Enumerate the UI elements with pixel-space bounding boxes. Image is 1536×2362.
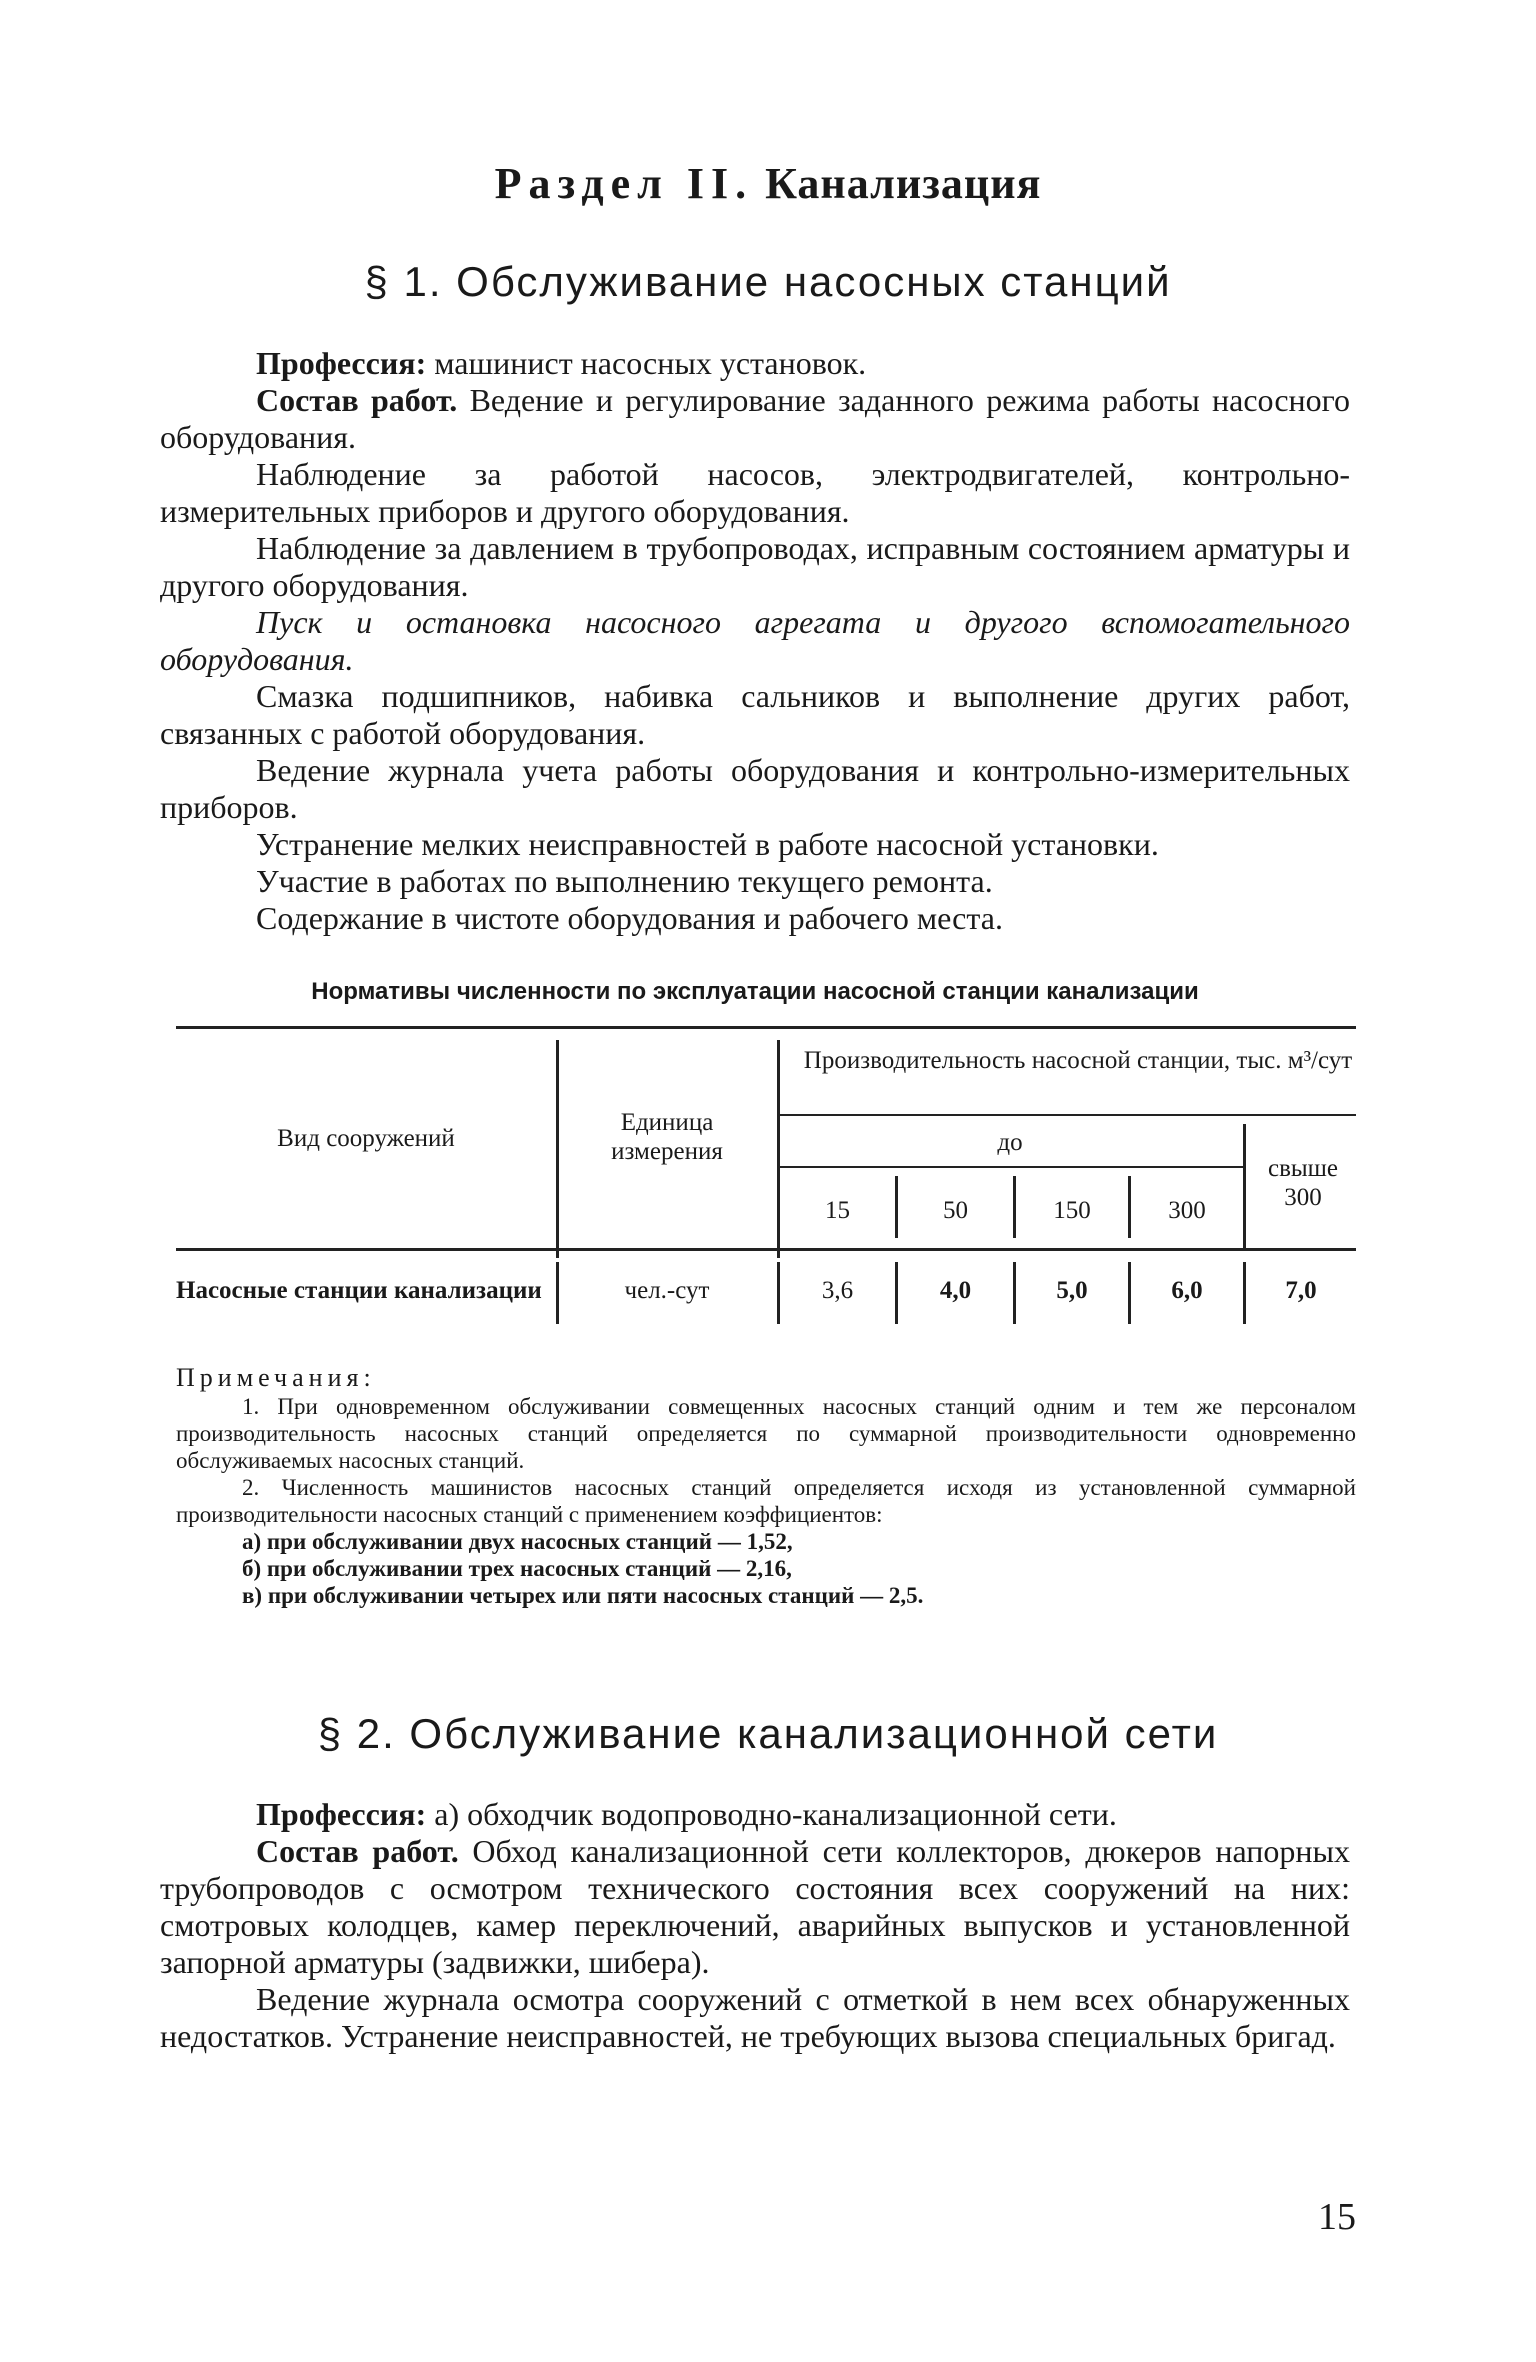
header-unit: Единица измерения bbox=[611, 1109, 723, 1165]
table-col-divider bbox=[556, 1262, 559, 1324]
table-top-rule bbox=[176, 1026, 1356, 1029]
capacity-15: 15 bbox=[825, 1197, 850, 1224]
row-value-50: 4,0 bbox=[939, 1277, 972, 1304]
coefficient-b: б) при обслуживании трех насосных станций — 2,16, bbox=[242, 1556, 792, 1581]
row-value-150: 5,0 bbox=[1056, 1277, 1088, 1304]
row-value-15: 3,6 bbox=[821, 1277, 854, 1304]
paragraph-1-body bbox=[160, 345, 1350, 937]
table-col-divider bbox=[777, 1262, 780, 1324]
table-col-divider bbox=[895, 1176, 898, 1238]
section-prefix: Раздел II. bbox=[494, 159, 754, 208]
table-col-divider bbox=[895, 1262, 898, 1324]
row-value-over: 7,0 bbox=[1285, 1277, 1317, 1304]
page-number: 15 bbox=[1318, 2196, 1356, 2238]
row-type: Насосные станции канализации bbox=[176, 1277, 542, 1304]
note-1: 1. При одновременном обслуживании совмещенных насосных станций одним и тем же персоналом производительность насосных станций определяется по суммарной производительности одновременно обслуживаемых насосных станций. bbox=[176, 1394, 1356, 1473]
notes-block bbox=[176, 1364, 1356, 1609]
table-upto-rule bbox=[777, 1166, 1243, 1168]
profession-text: машинист насосных установок. bbox=[434, 345, 867, 381]
table-caption: Нормативы численности по эксплуатации насосной станции канализации bbox=[311, 978, 1199, 1005]
capacity-300: 300 bbox=[1168, 1197, 1206, 1224]
table-header-rule bbox=[176, 1248, 1356, 1251]
row-value-300: 6,0 bbox=[1171, 1277, 1203, 1304]
coefficient-a: а) при обслуживании двух насосных станций — 1,52, bbox=[242, 1529, 793, 1554]
journal-text: Ведение журнала осмотра сооружений с отметкой в нем всех обнаруженных недостатков. Устранение неисправностей, не требующих вызова специальных бригад. bbox=[160, 1981, 1350, 2054]
list-item: Содержание в чистоте оборудования и рабочего места. bbox=[256, 900, 1003, 936]
paragraph-2-heading: § 2. Обслуживание канализационной сети bbox=[317, 1710, 1219, 1757]
list-item: Пуск и остановка насосного агрегата и другого вспомогательного оборудования. bbox=[160, 604, 1350, 677]
composition-text: Обход канализационной сети коллекторов, дюкеров напорных трубопроводов с осмотром технического состояния всех сооружений на них: смотровых колодцев, камер переключений, аварийных выпусков и установленной запорной арматуры (задвижки, шибера). bbox=[160, 1833, 1350, 1980]
list-item: Устранение мелких неисправностей в работе насосной установки. bbox=[256, 826, 1159, 862]
table-col-divider bbox=[1128, 1262, 1131, 1324]
list-item: Наблюдение за давлением в трубопроводах, исправным состоянием арматуры и другого оборудования. bbox=[160, 530, 1350, 603]
table-col-divider bbox=[1243, 1262, 1246, 1324]
section-name: Канализация bbox=[765, 159, 1042, 208]
capacity-50: 50 bbox=[943, 1197, 968, 1224]
profession-label: Профессия: bbox=[256, 1796, 427, 1832]
paragraph-2-body bbox=[160, 1796, 1350, 2055]
capacity-150: 150 bbox=[1053, 1197, 1091, 1224]
paragraph-1-heading: § 1. Обслуживание насосных станций bbox=[364, 258, 1172, 305]
table-col-divider bbox=[1243, 1124, 1246, 1248]
profession-text: а) обходчик водопроводно-канализационной сети. bbox=[434, 1796, 1117, 1832]
table-col-divider bbox=[556, 1040, 559, 1258]
composition-label: Состав работ. bbox=[256, 1833, 459, 1869]
composition-text: Ведение и регулирование заданного режима работы насосного оборудования. bbox=[160, 382, 1350, 455]
list-item: Участие в работах по выполнению текущего ремонта. bbox=[256, 863, 993, 899]
table-col-divider bbox=[777, 1040, 780, 1258]
header-type: Вид сооружений bbox=[277, 1125, 455, 1152]
header-over: свыше 300 bbox=[1267, 1155, 1339, 1211]
header-upto: до bbox=[997, 1129, 1023, 1156]
list-item: Ведение журнала учета работы оборудования и контрольно-измерительных приборов. bbox=[160, 752, 1350, 825]
table-col-divider bbox=[1013, 1262, 1016, 1324]
coefficient-c: в) при обслуживании четырех или пяти насосных станций — 2,5. bbox=[242, 1583, 924, 1608]
header-capacity: Производительность насосной станции, тыс. м³/сут bbox=[803, 1047, 1353, 1074]
list-item: Наблюдение за работой насосов, электродвигателей, контрольно-измерительных приборов и другого оборудования. bbox=[160, 456, 1350, 529]
composition-label: Состав работ. bbox=[256, 382, 458, 418]
notes-heading: Примечания: bbox=[176, 1363, 376, 1392]
table-col-divider bbox=[1013, 1176, 1016, 1238]
list-item: Смазка подшипников, набивка сальников и выполнение других работ, связанных с работой оборудования. bbox=[160, 678, 1350, 751]
profession-label: Профессия: bbox=[256, 345, 427, 381]
note-2: 2. Численность машинистов насосных станций определяется исходя из установленной суммарной производительности насосных станций с применением коэффициентов: bbox=[176, 1475, 1356, 1527]
row-unit: чел.-сут bbox=[624, 1277, 710, 1304]
section-title bbox=[0, 158, 1536, 209]
table-capacity-rule bbox=[777, 1114, 1356, 1116]
table-col-divider bbox=[1128, 1176, 1131, 1238]
